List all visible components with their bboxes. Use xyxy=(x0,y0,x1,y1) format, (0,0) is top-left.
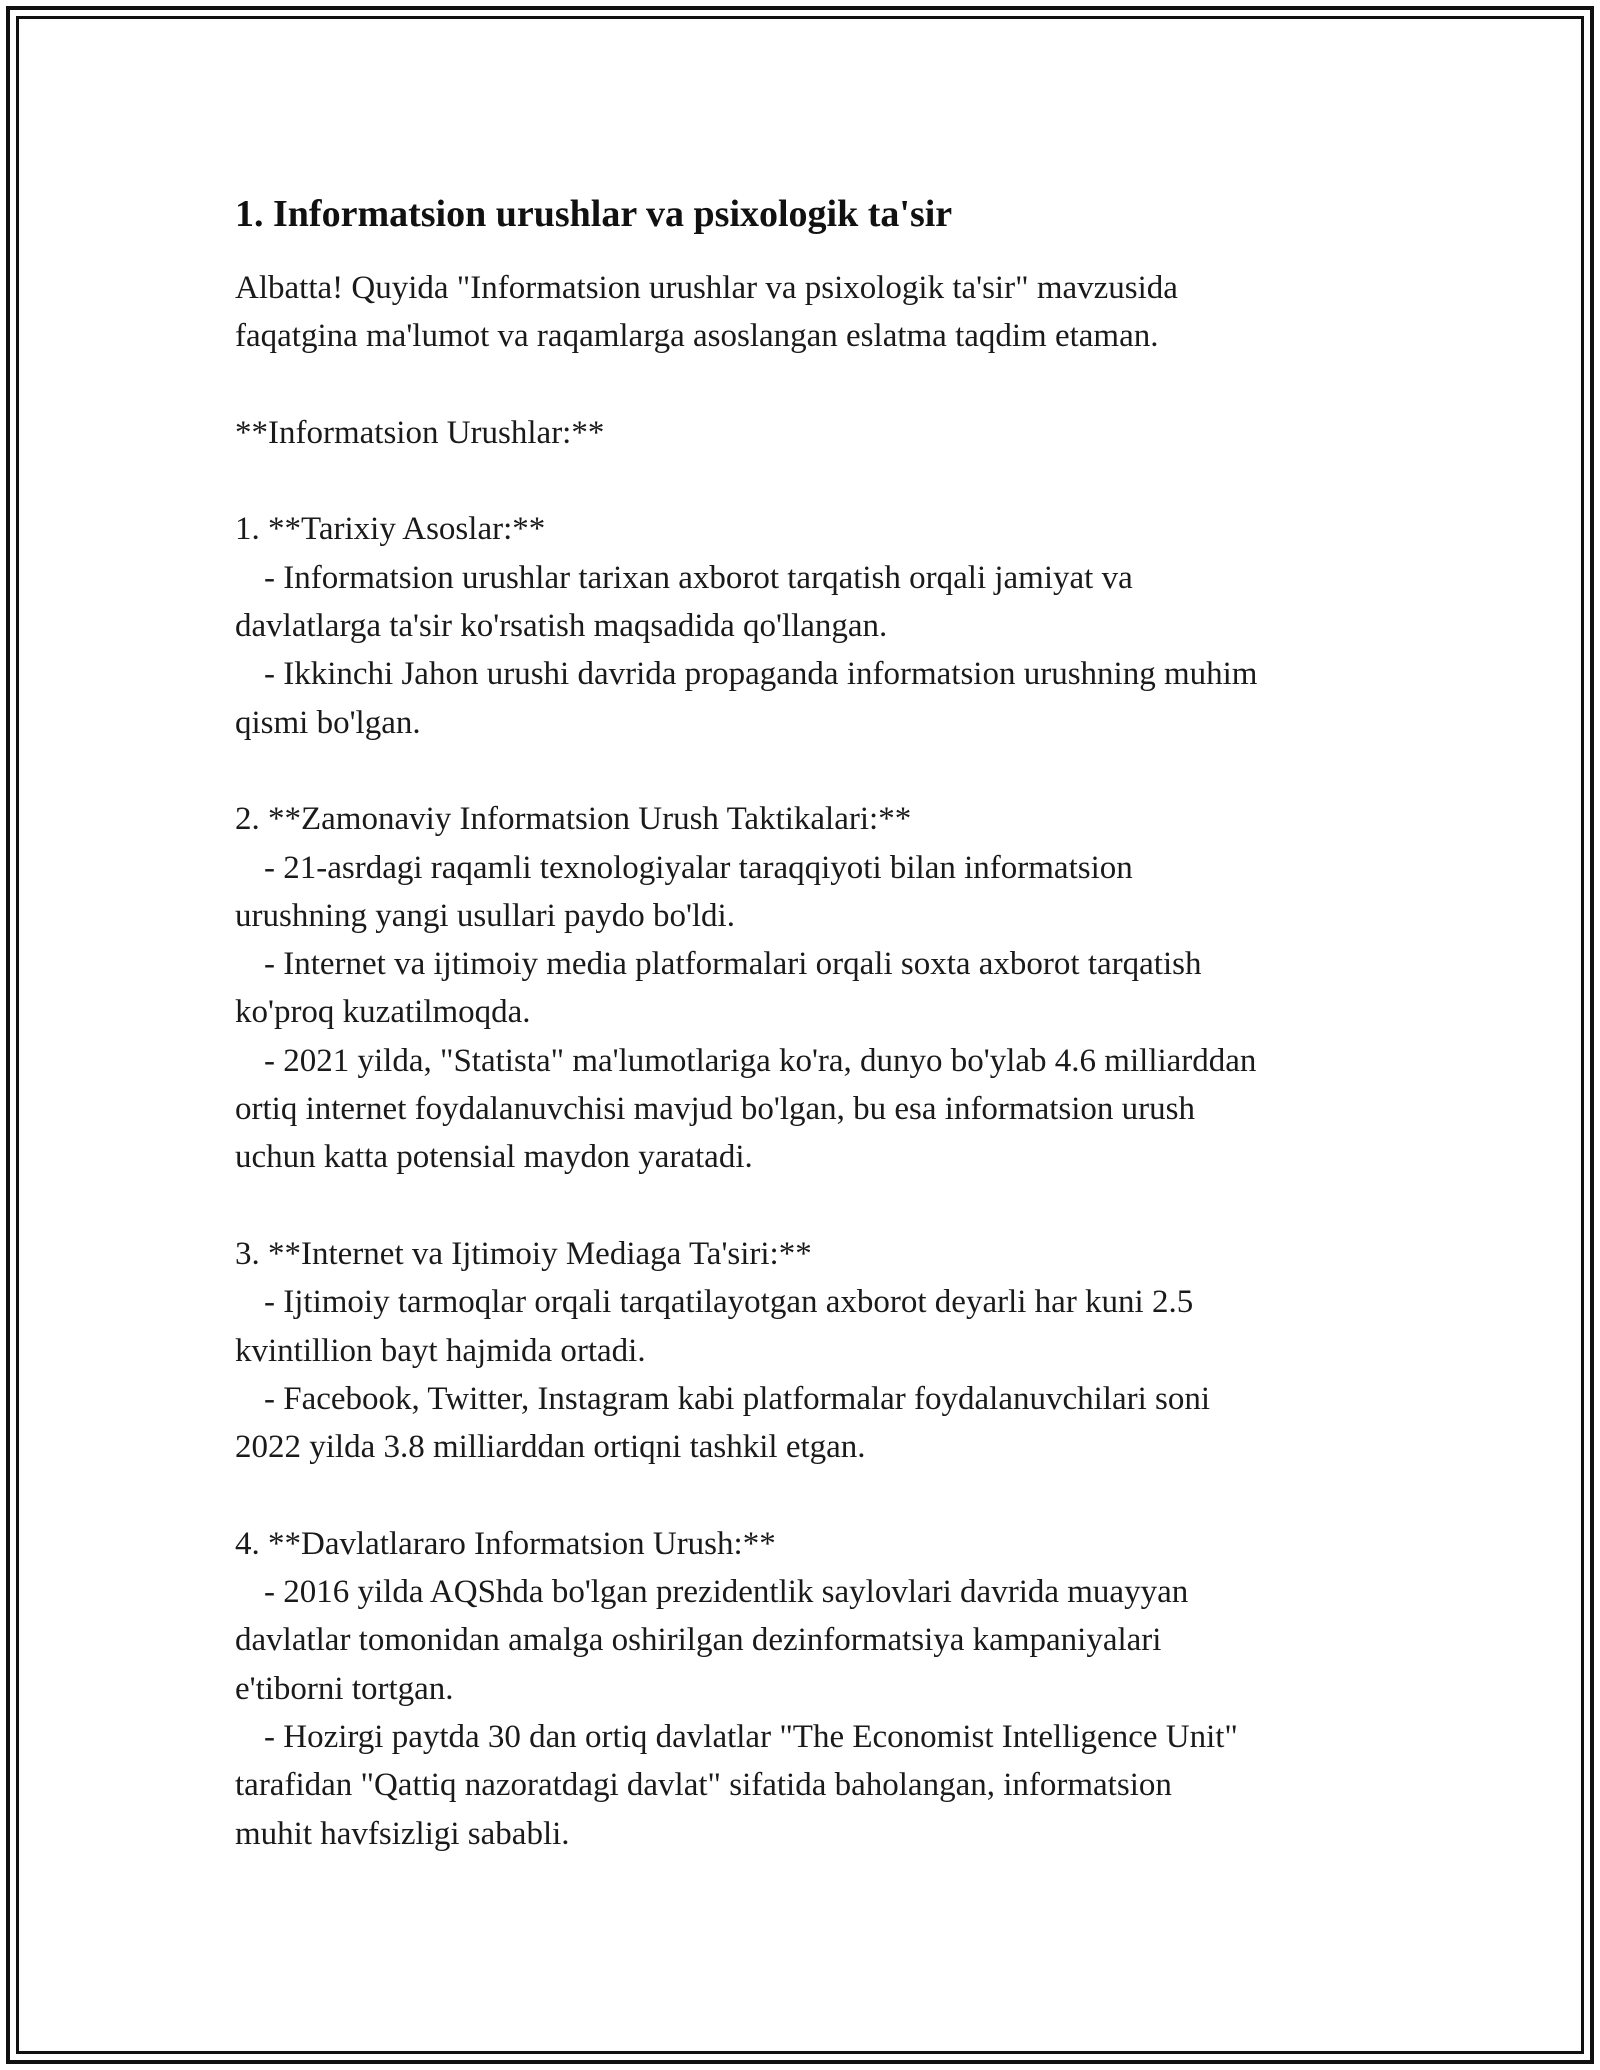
bullet-line: kvintillion bayt hajmida ortadi. xyxy=(235,1332,646,1369)
bullet-line: ortiq internet foydalanuvchisi mavjud bo'lgan, bu esa informatsion urush xyxy=(235,1091,1195,1128)
bullet-line: - 21-asrdagi raqamli texnologiyalar taraqqiyoti bilan informatsion xyxy=(264,849,1133,886)
document-body xyxy=(235,188,1375,1858)
bullet-line: davlatlarga ta'sir ko'rsatish maqsadida qo'llangan. xyxy=(235,608,888,645)
bullet-line: qismi bo'lgan. xyxy=(235,704,421,741)
section-interstate-war xyxy=(235,1520,1375,1858)
intro-line: Albatta! Quyida "Informatsion urushlar va psixologik ta'sir" mavzusida xyxy=(235,270,1178,306)
bullet-line: - Informatsion urushlar tarixan axborot tarqatish orqali jamiyat va xyxy=(264,559,1133,596)
bullet-line: - Ijtimoiy tarmoqlar orqali tarqatilayotgan axborot deyarli har kuni 2.5 xyxy=(264,1284,1194,1321)
paragraph-gap xyxy=(235,457,1375,505)
paragraph-gap xyxy=(235,1471,1375,1519)
bullet-line: - 2016 yilda AQShda bo'lgan prezidentlik saylovlari davrida muayyan xyxy=(264,1574,1189,1611)
bullet-line: ko'proq kuzatilmoqda. xyxy=(235,994,531,1031)
section-4-heading: 4. **Davlatlararo Informatsion Urush:** xyxy=(235,1525,776,1562)
section-2-heading: 2. **Zamonaviy Informatsion Urush Taktikalari:** xyxy=(235,801,912,838)
bullet-line: urushning yangi usullari paydo bo'ldi. xyxy=(235,897,735,934)
section-1-heading: 1. **Tarixiy Asoslar:** xyxy=(235,511,546,548)
section-modern-tactics xyxy=(235,795,1375,1181)
bullet-line: muhit havfsizligi sababli. xyxy=(235,1815,570,1852)
bullet-line: - Facebook, Twitter, Instagram kabi platformalar foydalanuvchilari soni xyxy=(264,1380,1211,1417)
bullet-line: davlatlar tomonidan amalga oshirilgan dezinformatsiya kampaniyalari xyxy=(235,1622,1162,1659)
bullet-line: uchun katta potensial maydon yaratadi. xyxy=(235,1139,753,1176)
section-3-heading: 3. **Internet va Ijtimoiy Mediaga Ta'siri:** xyxy=(235,1235,812,1272)
bullet-line: - Internet va ijtimoiy media platformalari orqali soxta axborot tarqatish xyxy=(264,946,1202,983)
paragraph-gap xyxy=(235,747,1375,795)
paragraph-gap xyxy=(235,1182,1375,1230)
section-social-media-impact xyxy=(235,1230,1375,1471)
intro-line: faqatgina ma'lumot va raqamlarga asoslangan eslatma taqdim etaman. xyxy=(235,318,1159,355)
section-historical-basis xyxy=(235,505,1375,746)
bullet-line: e'tiborni tortgan. xyxy=(235,1670,454,1707)
bullet-line: - Ikkinchi Jahon urushi davrida propaganda informatsion urushning muhim xyxy=(264,656,1258,693)
paragraph-gap xyxy=(235,361,1375,409)
section-heading: **Informatsion Urushlar:** xyxy=(235,414,605,451)
bullet-line: 2022 yilda 3.8 milliarddan ortiqni tashkil etgan. xyxy=(235,1429,866,1466)
bullet-line: - 2021 yilda, "Statista" ma'lumotlariga ko'ra, dunyo bo'ylab 4.6 milliarddan xyxy=(264,1042,1257,1079)
bullet-line: - Hozirgi paytda 30 dan ortiq davlatlar "The Economist Intelligence Unit" xyxy=(264,1718,1238,1755)
bullet-line: tarafidan "Qattiq nazoratdagi davlat" sifatida baholangan, informatsion xyxy=(235,1767,1172,1804)
document-title: 1. Informatsion urushlar va psixologik ta'sir xyxy=(235,193,953,235)
